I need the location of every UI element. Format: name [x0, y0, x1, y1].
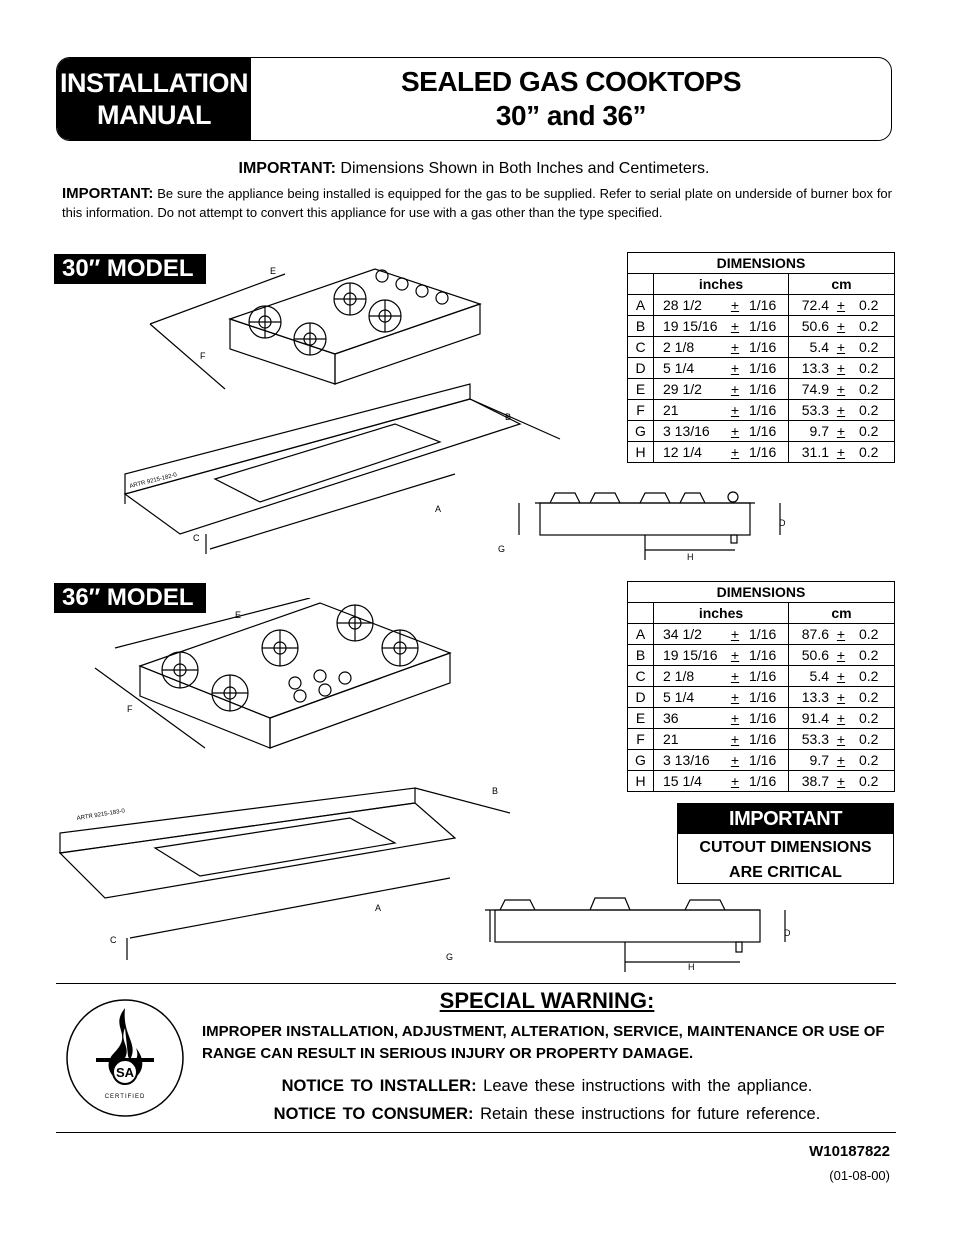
document-title [251, 58, 891, 140]
table-row [628, 295, 895, 316]
dim-letter: G [628, 421, 654, 442]
dim-label-f: F [127, 704, 133, 714]
plus-minus-icon: + [730, 402, 740, 418]
divider [56, 983, 896, 984]
plus-minus-icon: + [730, 626, 740, 642]
table-row [628, 771, 895, 792]
model-30-tag: 30″ MODEL [54, 254, 206, 284]
control-knobs [376, 270, 448, 304]
plus-minus-icon: + [730, 297, 740, 313]
inches-value: 28 1/2 [663, 297, 702, 313]
logo-certified-text: CERTIFIED [104, 1094, 146, 1100]
table-row [628, 666, 895, 687]
cm-tolerance: 0.2 [859, 626, 879, 642]
dim-cm [789, 358, 895, 379]
table-row [628, 624, 895, 645]
dim-cm [789, 708, 895, 729]
dim-inches [654, 624, 789, 645]
cm-tolerance: 0.2 [859, 773, 879, 789]
important-text: Dimensions Shown in Both Inches and Centimeters. [340, 160, 710, 177]
document-date: (01-08-00) [829, 1168, 890, 1183]
important-box-line1: CUTOUT DIMENSIONS [699, 839, 872, 856]
cm-value: 53.3 [801, 402, 829, 418]
cm-tolerance: 0.2 [859, 731, 879, 747]
dim-letter: C [628, 666, 654, 687]
plus-minus-icon: + [730, 773, 740, 789]
plus-minus-icon: + [730, 731, 740, 747]
plus-minus-icon: + [730, 710, 740, 726]
dim-label-f: F [200, 351, 206, 361]
dim-inches [654, 358, 789, 379]
col-cm-header: cm [789, 274, 895, 295]
dim-inches [654, 645, 789, 666]
dim-cm [789, 624, 895, 645]
model-36-dimensions-table [627, 581, 895, 792]
cm-value: 38.7 [801, 773, 829, 789]
table-row [628, 400, 895, 421]
inches-value: 29 1/2 [663, 381, 702, 397]
dim-inches [654, 687, 789, 708]
plus-minus-icon: + [730, 752, 740, 768]
dim-letter: H [628, 771, 654, 792]
table-row [628, 379, 895, 400]
dim-letter: C [628, 337, 654, 358]
important-dimensions-note [56, 160, 892, 178]
cm-tolerance: 0.2 [859, 710, 879, 726]
dim-cm [789, 295, 895, 316]
header-banner [56, 57, 892, 141]
manual-type-line1: INSTALLATION [60, 68, 248, 98]
dim-label-g: G [498, 544, 506, 554]
model-30-side-view [495, 488, 795, 568]
table-row [628, 729, 895, 750]
inches-tolerance: 1/16 [749, 668, 777, 684]
control-knobs [289, 670, 351, 702]
model-36-side-view [440, 890, 800, 980]
table-row [628, 708, 895, 729]
cm-tolerance: 0.2 [859, 402, 879, 418]
table-row [628, 421, 895, 442]
table-row [628, 316, 895, 337]
notice-consumer-label: NOTICE TO CONSUMER: [273, 1105, 474, 1123]
dim-letter: B [628, 316, 654, 337]
part-number: ARTR 9215-183-0 [76, 808, 126, 822]
dim-cm [789, 750, 895, 771]
plus-minus-icon: + [836, 647, 846, 663]
dim-cm [789, 666, 895, 687]
dim-inches [654, 421, 789, 442]
inches-value: 3 13/16 [663, 423, 710, 439]
plus-minus-icon: + [836, 689, 846, 705]
dim-inches [654, 750, 789, 771]
dim-label-d: D [779, 518, 786, 528]
plus-minus-icon: + [836, 626, 846, 642]
dim-letter: G [628, 750, 654, 771]
dim-letter: E [628, 379, 654, 400]
dim-cm [789, 316, 895, 337]
notice-installer [200, 1077, 894, 1096]
dim-cm [789, 729, 895, 750]
plus-minus-icon: + [836, 381, 846, 397]
important-label: IMPORTANT: [238, 160, 336, 177]
dim-inches [654, 316, 789, 337]
important-box-title: IMPORTANT [678, 804, 893, 834]
plus-minus-icon: + [730, 647, 740, 663]
important-box-line2: ARE CRITICAL [729, 864, 842, 881]
plus-minus-icon: + [836, 710, 846, 726]
table-row [628, 337, 895, 358]
table-row [628, 358, 895, 379]
plus-minus-icon: + [836, 318, 846, 334]
plus-minus-icon: + [836, 668, 846, 684]
notice-installer-text: Leave these instructions with the appliance. [483, 1077, 813, 1095]
notice-consumer-text: Retain these instructions for future reference. [480, 1105, 821, 1123]
dim-cm [789, 687, 895, 708]
plus-minus-icon: + [730, 381, 740, 397]
dim-cm [789, 337, 895, 358]
plus-minus-icon: + [836, 339, 846, 355]
important-label: IMPORTANT: [62, 185, 154, 202]
notice-consumer [200, 1105, 894, 1124]
inches-tolerance: 1/16 [749, 318, 777, 334]
plus-minus-icon: + [730, 689, 740, 705]
inches-tolerance: 1/16 [749, 689, 777, 705]
special-warning-text: IMPROPER INSTALLATION, ADJUSTMENT, ALTERATION, SERVICE, MAINTENANCE OR USE OF RANGE CAN RESULT IN SERIOUS INJURY OR PROPERTY DAMAGE. [202, 1023, 885, 1062]
inches-value: 21 [663, 731, 679, 747]
table-title: DIMENSIONS [628, 253, 895, 274]
dim-letter: B [628, 645, 654, 666]
plus-minus-icon: + [836, 444, 846, 460]
cm-tolerance: 0.2 [859, 444, 879, 460]
dim-label-c: C [110, 935, 117, 945]
cm-value: 9.7 [809, 752, 829, 768]
special-warning-title: SPECIAL WARNING: [439, 988, 655, 1013]
title-line2: 30” and 36” [495, 100, 647, 131]
plus-minus-icon: + [730, 668, 740, 684]
cm-value: 50.6 [801, 318, 829, 334]
inches-tolerance: 1/16 [749, 360, 777, 376]
model-30-dimensions-table [627, 252, 895, 463]
dim-letter: A [628, 624, 654, 645]
inches-tolerance: 1/16 [749, 626, 777, 642]
dim-inches [654, 771, 789, 792]
inches-tolerance: 1/16 [749, 731, 777, 747]
inches-value: 12 1/4 [663, 444, 702, 460]
dim-label-a: A [435, 504, 442, 514]
cm-tolerance: 0.2 [859, 689, 879, 705]
col-inches-header: inches [654, 603, 789, 624]
plus-minus-icon: + [730, 360, 740, 376]
cm-value: 9.7 [809, 423, 829, 439]
dim-cm [789, 771, 895, 792]
plus-minus-icon: + [836, 360, 846, 376]
col-cm-header: cm [789, 603, 895, 624]
cm-tolerance: 0.2 [859, 339, 879, 355]
inches-tolerance: 1/16 [749, 444, 777, 460]
table-row [628, 442, 895, 463]
dim-inches [654, 379, 789, 400]
inches-tolerance: 1/16 [749, 423, 777, 439]
dim-inches [654, 400, 789, 421]
manual-type-label [57, 58, 251, 140]
dim-inches [654, 729, 789, 750]
title-line1: SEALED GAS COOKTOPS [400, 66, 742, 97]
inches-value: 34 1/2 [663, 626, 702, 642]
dim-letter: E [628, 708, 654, 729]
important-text: Be sure the appliance being installed is equipped for the gas to be supplied. Refer to serial plate on underside of burner box for this information. Do not attempt to convert this appliance for use with a gas other than the type specified. [62, 186, 892, 220]
plus-minus-icon: + [836, 297, 846, 313]
csa-certified-logo [64, 998, 186, 1118]
cm-value: 91.4 [801, 710, 829, 726]
col-inches-header: inches [654, 274, 789, 295]
dim-inches [654, 666, 789, 687]
dim-cm [789, 379, 895, 400]
dim-label-h: H [688, 962, 695, 972]
dim-label-d: D [784, 928, 791, 938]
dim-letter: D [628, 358, 654, 379]
dim-label-a: A [375, 903, 382, 913]
inches-value: 5 1/4 [663, 360, 695, 376]
plus-minus-icon: + [836, 731, 846, 747]
plus-minus-icon: + [730, 318, 740, 334]
inches-value: 15 1/4 [663, 773, 702, 789]
inches-tolerance: 1/16 [749, 710, 777, 726]
cm-tolerance: 0.2 [859, 423, 879, 439]
inches-value: 2 1/8 [663, 339, 695, 355]
cm-tolerance: 0.2 [859, 668, 879, 684]
cm-value: 50.6 [801, 647, 829, 663]
dim-letter: D [628, 687, 654, 708]
cm-value: 31.1 [801, 444, 829, 460]
dim-inches [654, 708, 789, 729]
cm-value: 5.4 [809, 668, 829, 684]
part-number: ARTR 9215-182-0 [129, 472, 178, 490]
cm-value: 53.3 [801, 731, 829, 747]
dim-label-e: E [235, 610, 242, 620]
cm-value: 13.3 [801, 689, 829, 705]
burner-grates [249, 283, 401, 355]
dim-letter: A [628, 295, 654, 316]
dim-cm [789, 421, 895, 442]
dim-label-c: C [193, 533, 200, 543]
dim-cm [789, 442, 895, 463]
table-row [628, 750, 895, 771]
table-row [628, 645, 895, 666]
inches-value: 5 1/4 [663, 689, 695, 705]
dim-label-g: G [446, 952, 454, 962]
plus-minus-icon: + [730, 423, 740, 439]
inches-value: 36 [663, 710, 679, 726]
inches-value: 2 1/8 [663, 668, 695, 684]
dim-letter: F [628, 400, 654, 421]
plus-minus-icon: + [730, 444, 740, 460]
cm-value: 72.4 [801, 297, 829, 313]
model-36-tag: 36″ MODEL [54, 583, 206, 613]
notice-installer-label: NOTICE TO INSTALLER: [281, 1077, 477, 1095]
cm-value: 13.3 [801, 360, 829, 376]
dim-cm [789, 645, 895, 666]
inches-value: 19 15/16 [663, 318, 718, 334]
cm-tolerance: 0.2 [859, 360, 879, 376]
dim-label-b: B [505, 412, 512, 422]
cm-tolerance: 0.2 [859, 647, 879, 663]
divider [56, 1132, 896, 1133]
inches-tolerance: 1/16 [749, 773, 777, 789]
cm-value: 74.9 [801, 381, 829, 397]
document-number: W10187822 [809, 1143, 890, 1160]
inches-tolerance: 1/16 [749, 339, 777, 355]
dim-label-h: H [687, 552, 694, 562]
dim-letter: F [628, 729, 654, 750]
svg-text:SA: SA [115, 1065, 135, 1080]
dim-inches [654, 442, 789, 463]
burner-grates [162, 605, 418, 711]
cm-tolerance: 0.2 [859, 752, 879, 768]
manual-type-line2: MANUAL [97, 100, 211, 130]
plus-minus-icon: + [836, 773, 846, 789]
table-title: DIMENSIONS [628, 582, 895, 603]
inches-tolerance: 1/16 [749, 297, 777, 313]
dim-label-e: E [270, 266, 277, 276]
cm-value: 87.6 [801, 626, 829, 642]
inches-value: 3 13/16 [663, 752, 710, 768]
important-gas-note [62, 184, 892, 222]
inches-value: 19 15/16 [663, 647, 718, 663]
dim-label-b: B [492, 786, 499, 796]
dim-letter: H [628, 442, 654, 463]
plus-minus-icon: + [730, 339, 740, 355]
cm-tolerance: 0.2 [859, 297, 879, 313]
cutout-critical-box [677, 803, 894, 884]
dim-inches [654, 295, 789, 316]
table-row [628, 687, 895, 708]
plus-minus-icon: + [836, 752, 846, 768]
dim-inches [654, 337, 789, 358]
plus-minus-icon: + [836, 423, 846, 439]
plus-minus-icon: + [836, 402, 846, 418]
inches-tolerance: 1/16 [749, 752, 777, 768]
inches-tolerance: 1/16 [749, 402, 777, 418]
cm-tolerance: 0.2 [859, 381, 879, 397]
inches-tolerance: 1/16 [749, 381, 777, 397]
inches-tolerance: 1/16 [749, 647, 777, 663]
dim-cm [789, 400, 895, 421]
cm-value: 5.4 [809, 339, 829, 355]
cm-tolerance: 0.2 [859, 318, 879, 334]
inches-value: 21 [663, 402, 679, 418]
